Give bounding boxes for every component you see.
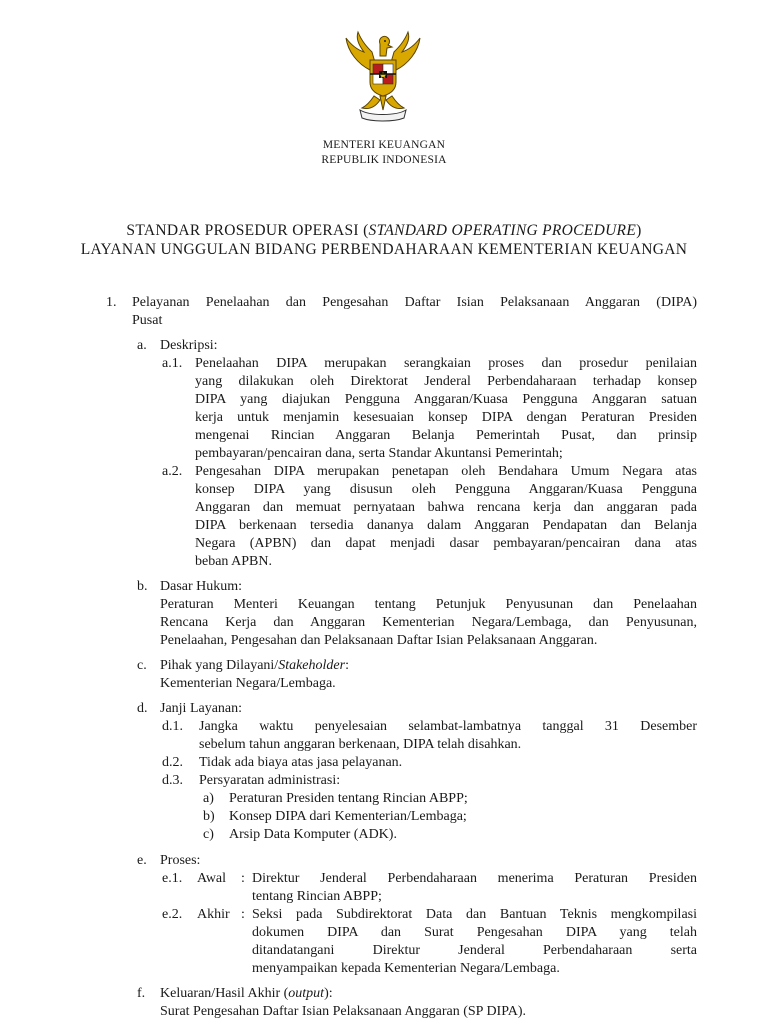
- paragraph-line: yang dilakukan oleh Direktorat Jenderal Perbendaharaan terhadap konsep: [195, 374, 697, 389]
- paragraph-line: Negara (APBN) dan dapat menjadi dasar pembayaran/pencairan dana atas: [195, 536, 697, 551]
- item-c-value: Kementerian Negara/Lembaga.: [160, 676, 336, 691]
- item-f-label: Keluaran/Hasil Akhir (output):: [160, 986, 333, 1001]
- paragraph-line: menyampaikan kepada Kementerian Negara/Lembaga.: [252, 961, 560, 976]
- paragraph-line: Penelaahan DIPA merupakan serangkaian proses dan prosedur penilaian: [195, 356, 697, 371]
- paragraph-line: ditandatangani Direktur Jenderal Perbendaharaan serta: [252, 943, 697, 958]
- item-c-label: Pihak yang Dilayani/Stakeholder:: [160, 658, 349, 673]
- item-a1-marker: a.1.: [162, 356, 183, 371]
- requirement-marker: c): [203, 827, 214, 842]
- paragraph-line: Peraturan Menteri Keuangan tentang Petunjuk Penyusunan dan Penelaahan: [160, 597, 697, 612]
- paragraph-line: Jangka waktu penyelesaian selambat-lambatnya tanggal 31 Desember: [199, 719, 697, 734]
- item-d3-marker: d.3.: [162, 773, 183, 788]
- paragraph-line: kerja untuk menjamin kesesuaian konsep DIPA dengan Peraturan Presiden: [195, 410, 697, 425]
- item-d1-marker: d.1.: [162, 719, 183, 734]
- section-number: 1.: [106, 295, 117, 310]
- item-f-value: Surat Pengesahan Daftar Isian Pelaksanaan Anggaran (SP DIPA).: [160, 1004, 526, 1019]
- paragraph-line: Penelaahan, Pengesahan dan Pelaksanaan Daftar Isian Pelaksanaan Anggaran.: [160, 633, 598, 648]
- paragraph-line: Direktur Jenderal Perbendaharaan menerima Peraturan Presiden: [252, 871, 697, 886]
- paragraph-line: konsep DIPA yang disusun oleh Pengguna Anggaran/Kuasa Pengguna: [195, 482, 697, 497]
- paragraph-line: mengenai Rincian Anggaran Belanja Pemerintah Pusat, dan prinsip: [195, 428, 697, 443]
- paragraph-line: pembayaran/pencairan dana, serta Standar Akuntansi Pemerintah;: [195, 446, 563, 461]
- paragraph-line: tentang Rincian ABPP;: [252, 889, 382, 904]
- requirement-marker: b): [203, 809, 215, 824]
- document-title-line1: STANDAR PROSEDUR OPERASI (STANDARD OPERATING PROCEDURE): [126, 222, 642, 239]
- country-name: REPUBLIK INDONESIA: [321, 154, 447, 166]
- item-b-marker: b.: [137, 579, 148, 594]
- item-d-marker: d.: [137, 701, 148, 716]
- requirement-item: Konsep DIPA dari Kementerian/Lembaga;: [229, 809, 467, 824]
- item-e-marker: e.: [137, 853, 147, 868]
- paragraph-line: sebelum tahun anggaran berkenaan, DIPA telah disahkan.: [199, 737, 522, 752]
- paragraph-line: Pengesahan DIPA merupakan penetapan oleh Bendahara Umum Negara atas: [195, 464, 697, 479]
- item-e2-name: Akhir: [197, 907, 230, 922]
- item-e-label: Proses:: [160, 853, 201, 868]
- requirement-item: Arsip Data Komputer (ADK).: [229, 827, 397, 842]
- item-e1-colon: :: [241, 871, 245, 886]
- item-e1-name: Awal: [197, 871, 227, 886]
- garuda-pancasila-emblem-icon: [340, 30, 426, 124]
- item-d-label: Janji Layanan:: [160, 701, 243, 716]
- section-heading-line2: Pusat: [132, 313, 163, 328]
- item-c-marker: c.: [137, 658, 147, 673]
- item-e1-marker: e.1.: [162, 871, 183, 886]
- item-a-marker: a.: [137, 338, 147, 353]
- item-b-label: Dasar Hukum:: [160, 579, 243, 594]
- item-e2-colon: :: [241, 907, 245, 922]
- paragraph-line: DIPA berkenaan tersedia dananya dalam Anggaran Pendapatan dan Belanja: [195, 518, 697, 533]
- item-d3-text: Persyaratan administrasi:: [199, 773, 341, 788]
- paragraph-line: Anggaran dan memuat pernyataan bahwa rencana kerja dan anggaran pada: [195, 500, 697, 515]
- paragraph-line: DIPA yang diajukan Pengguna Anggaran/Kuasa Pengguna Anggaran satuan: [195, 392, 697, 407]
- item-d2-text: Tidak ada biaya atas jasa pelayanan.: [199, 755, 403, 770]
- document-title-line2: LAYANAN UNGGULAN BIDANG PERBENDAHARAAN KEMENTERIAN KEUANGAN: [80, 241, 688, 258]
- item-a-label: Deskripsi:: [160, 338, 218, 353]
- item-a2-marker: a.2.: [162, 464, 183, 479]
- requirement-marker: a): [203, 791, 214, 806]
- item-d2-marker: d.2.: [162, 755, 183, 770]
- requirement-item: Peraturan Presiden tentang Rincian ABPP;: [229, 791, 468, 806]
- paragraph-line: Seksi pada Subdirektorat Data dan Bantuan Teknis mengkompilasi: [252, 907, 697, 922]
- paragraph-line: Rencana Kerja dan Anggaran Kementerian Negara/Lembaga, dan Penyusunan,: [160, 615, 697, 630]
- item-f-marker: f.: [137, 986, 146, 1001]
- ministry-name: MENTERI KEUANGAN: [322, 139, 446, 151]
- item-e2-marker: e.2.: [162, 907, 183, 922]
- section-heading-line1: Pelayanan Penelaahan dan Pengesahan Daftar Isian Pelaksanaan Anggaran (DIPA): [132, 295, 697, 310]
- paragraph-line: dokumen DIPA dan Surat Pengesahan DIPA yang telah: [252, 925, 697, 940]
- paragraph-line: beban APBN.: [195, 554, 272, 569]
